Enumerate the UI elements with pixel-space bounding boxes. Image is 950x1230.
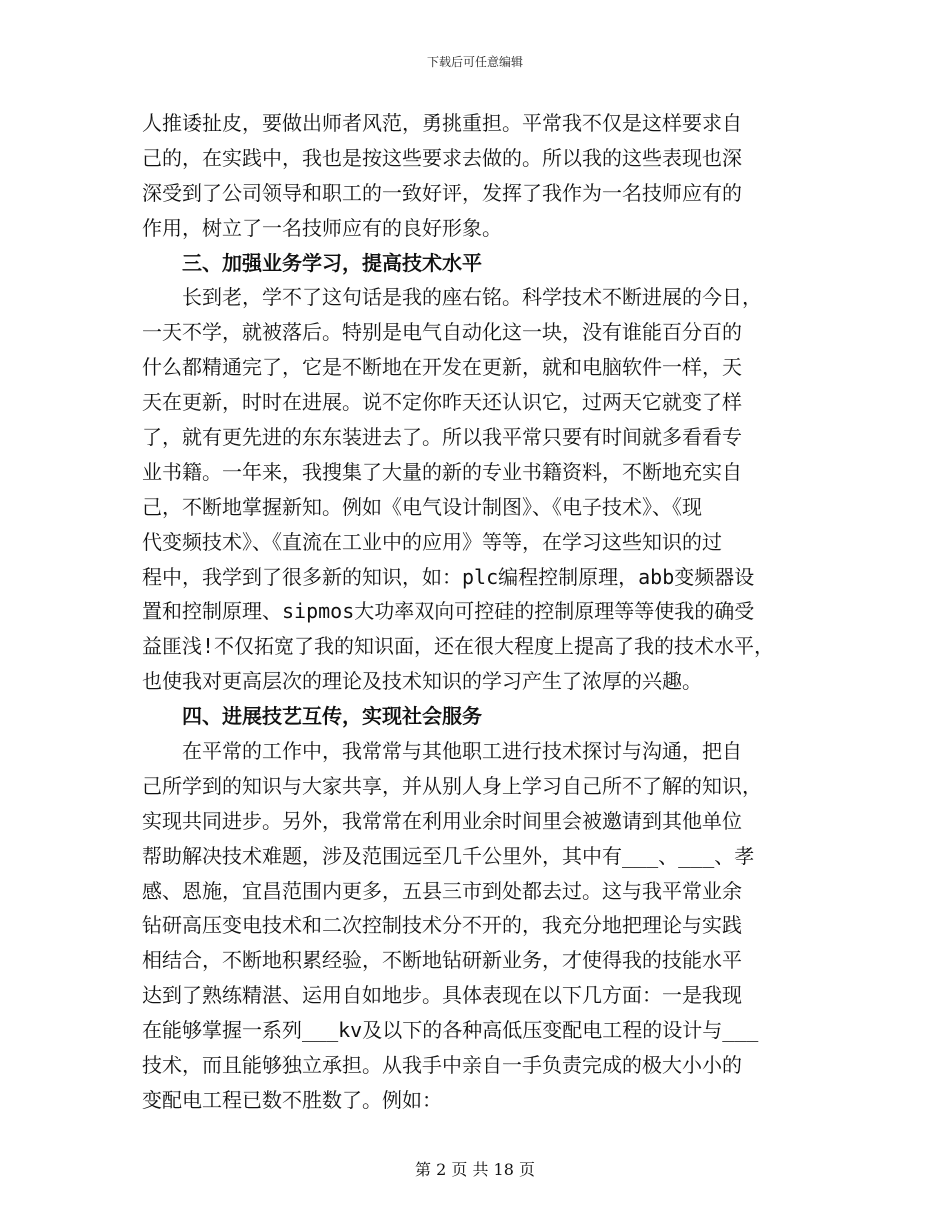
text-line: 达到了熟练精湛、运用自如地步。具体表现在以下几方面：一是我现: [142, 983, 742, 1008]
page-header: 下载后可任意编辑: [426, 55, 523, 69]
text-line: 技术，而且能够独立承担。从我手中亲自一手负责完成的极大小小的: [142, 1053, 742, 1078]
text-line: 业书籍。一年来，我搜集了大量的新的专业书籍资料，不断地充实自: [142, 459, 742, 484]
text-line: 变配电工程已数不胜数了。例如：: [142, 1087, 442, 1112]
text-line: 什么都精通完了，它是不断地在开发在更新，就和电脑软件一样，天: [142, 355, 742, 380]
text-line: 程中，我学到了很多新的知识，如：plc编程控制原理，abb变频器设: [142, 564, 755, 589]
text-line: 帮助解决技术难题，涉及范围远至几千公里外，其中有___、___、孝: [142, 843, 755, 868]
text-line: 益匪浅!不仅拓宽了我的知识面，还在很大程度上提高了我的技术水平，: [142, 634, 775, 659]
text-line: 己所学到的知识与大家共享，并从别人身上学习自己所不了解的知识，: [142, 773, 762, 798]
text-line: 在能够掌握一系列___kv及以下的各种高低压变配电工程的设计与___: [142, 1018, 759, 1043]
page-footer: 第 2 页 共 18 页: [415, 1160, 535, 1179]
text-line: 天在更新，时时在进展。说不定你昨天还认识它，过两天它就变了样: [142, 390, 742, 415]
text-line: 了，就有更先进的东东装进去了。所以我平常只要有时间就多看看专: [142, 425, 742, 450]
text-line: 己，不断地掌握新知。例如《电气设计制图》、《电子技术》、《现: [142, 494, 702, 519]
section-heading-3: 三、加强业务学习，提高技术水平: [142, 250, 482, 275]
text-line: 人推诿扯皮，要做出师者风范，勇挑重担。平常我不仅是这样要求自: [142, 111, 742, 135]
document-body: [142, 106, 814, 1118]
text-line: 在平常的工作中，我常常与其他职工进行技术探讨与沟通，把自: [142, 739, 742, 764]
text-line: 感、恩施，宜昌范围内更多，五县三市到处都去过。这与我平常业余: [142, 878, 742, 903]
text-line: 钻研高压变电技术和二次控制技术分不开的，我充分地把理论与实践: [142, 913, 742, 938]
text-line: 也使我对更高层次的理论及技术知识的学习产生了浓厚的兴趣。: [142, 669, 702, 694]
text-line: 一天不学，就被落后。特别是电气自动化这一块，没有谁能百分百的: [142, 320, 742, 345]
text-line: 代变频技术》、《直流在工业中的应用》等等，在学习这些知识的过: [142, 529, 722, 554]
text-line: 长到老，学不了这句话是我的座右铭。科学技术不断进展的今日，: [142, 285, 762, 310]
section-heading-4: 四、进展技艺互传，实现社会服务: [142, 704, 482, 729]
text-line: 己的，在实践中，我也是按这些要求去做的。所以我的这些表现也深: [142, 145, 742, 170]
text-line: 作用，树立了一名技师应有的良好形象。: [142, 215, 502, 240]
text-line: 深受到了公司领导和职工的一致好评，发挥了我作为一名技师应有的: [142, 180, 742, 205]
text-line: 相结合，不断地积累经验，不断地钻研新业务，才使得我的技能水平: [142, 948, 742, 973]
text-line: 置和控制原理、sipmos大功率双向可控硅的控制原理等等使我的确受: [142, 599, 755, 624]
text-line: 实现共同进步。另外，我常常在利用业余时间里会被邀请到其他单位: [142, 808, 742, 833]
